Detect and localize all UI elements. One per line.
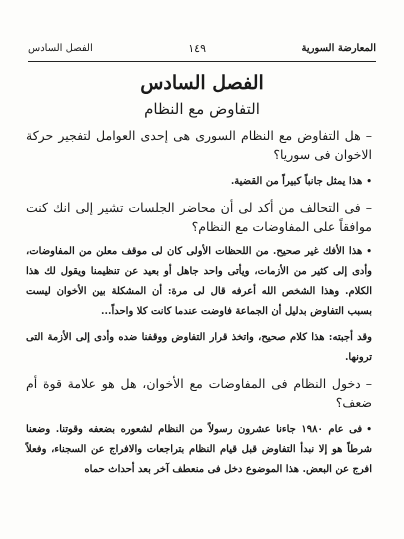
dash-marker: –	[365, 128, 372, 143]
bullet-marker: •	[366, 247, 372, 257]
running-header-chapter: الفصل السادس	[28, 42, 93, 54]
page-number: ١٤٩	[188, 41, 206, 55]
running-header	[28, 40, 376, 56]
running-header-book-title: المعارضة السورية	[301, 42, 376, 54]
chapter-title: الفصل السادس	[140, 72, 264, 94]
question-text: دخول النظام فى المفاوضات مع الأخوان، هل هو علامة قوة أم ضعف؟	[26, 376, 372, 410]
interview-answer	[26, 172, 372, 192]
question-text: هل التفاوض مع النظام السورى هى إحدى العوامل لتفجير حركة الاخوان فى سوريا؟	[26, 128, 372, 162]
header-rule	[28, 61, 376, 62]
interview-answer-continuation	[26, 328, 372, 368]
interview-question	[26, 126, 372, 164]
question-text: فى التحالف من أكد لى أن محاضر الجلسات تشير إلى انك كنت موافقاً على المفاوضات مع النظام؟	[26, 200, 372, 234]
dash-marker: –	[365, 200, 372, 215]
page-body	[26, 126, 372, 480]
interview-answer	[26, 420, 372, 480]
interview-question	[26, 374, 372, 412]
interview-answer	[26, 242, 372, 322]
interview-question	[26, 198, 372, 236]
answer-text: فى عام ١٩٨٠ جاءنا عشرون رسولاً من النظام لشعوره بضعفه وقوتنا. وضعنا شرطاً هو إلا نبدأ التفاوض قبل قيام النظام بتراجعات والافراج عن السجناء، وفعلاً افرج عن البعض. هذا الموضوع دخل فى منعطف آخر بعد أحداث حماه	[26, 424, 372, 475]
bullet-marker: •	[366, 425, 372, 435]
bullet-marker: •	[366, 177, 372, 187]
answer-text: هذا الأفك غير صحيح. من اللحظات الأولى كان لى موقف معلن من المفاوضات، وأدى إلى كثير من الأزمات، ويأتى واحد جاهل أو بعيد عن تنظيمنا ويقول لك هذا الكلام. وهذا الشخص الله أعرفه قال لى مرة: أن المشكلة بين الأخوان ليست بسبب التفاوض بدليل أن الجماعة فاوضت عندما كانت كلا واحداً...	[26, 246, 372, 317]
answer-text: هذا يمثل جانباً كبيراً من القضية.	[230, 176, 363, 187]
chapter-subtitle: التفاوض مع النظام	[144, 100, 260, 118]
dash-marker: –	[365, 376, 372, 391]
answer-text: وقد أجبته: هذا كلام صحيح، واتخذ قرار التفاوض ووقفنا ضده وأدى إلى الأزمة التى ترونها.	[26, 332, 372, 363]
